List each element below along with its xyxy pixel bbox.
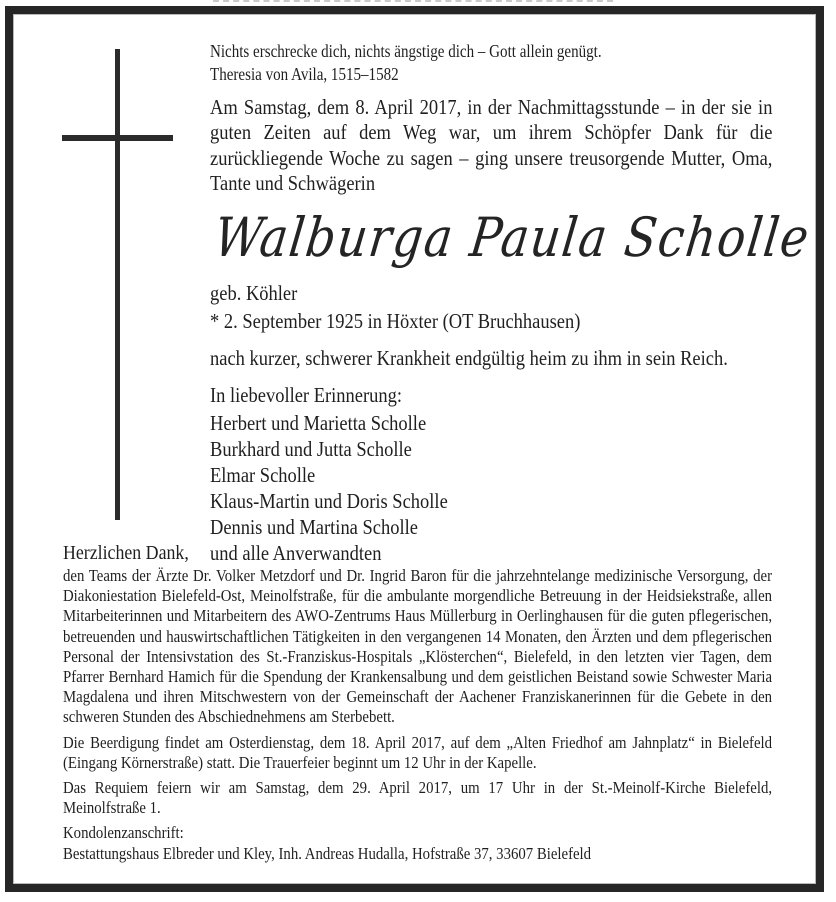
mourner-name: Herbert und Marietta Scholle (210, 410, 427, 435)
condolence-address: Bestattungshaus Elbreder und Kley, Inh. Andreas Hudalla, Hofstraße 37, 33607 Bielefeld (63, 843, 592, 863)
mourner-name: Klaus-Martin und Doris Scholle (210, 488, 448, 513)
epigraph (210, 40, 772, 86)
mourners-intro: In liebevoller Erinnerung: (210, 382, 403, 407)
bottom-section (63, 542, 772, 864)
epigraph-text: Nichts erschrecke dich, nichts ängstige dich – Gott allein genügt. (210, 41, 602, 61)
mourner-name: Elmar Scholle (210, 462, 316, 487)
mourner-name: und alle Anverwandten (210, 540, 382, 565)
obituary-frame (5, 6, 824, 892)
deceased-name: Walburga Paula Scholle (210, 205, 814, 269)
cropped-artifact (213, 0, 613, 2)
death-line: nach kurzer, schwerer Krankheit endgültig heim zu ihm in sein Reich. (210, 345, 728, 370)
birth-line: * 2. September 1925 in Höxter (OT Bruchhausen) (210, 308, 581, 333)
requiem-text: Das Requiem feiern wir am Samstag, dem 29. April 2017, um 17 Uhr in der St.-Meinolf-Kirche Bielefeld, Meinolfstraße 1. (63, 778, 773, 818)
mourner-name: Dennis und Martina Scholle (210, 514, 418, 539)
cross-icon-bar (62, 135, 173, 141)
main-column (210, 40, 814, 566)
announcement-text: Am Samstag, dem 8. April 2017, in der Nachmittagsstunde – in der sie in guten Zeiten auf dem Weg war, um ihrem Schöpfer Dank für die zurückliegende Woche zu sagen – ging unsere treusorgende Mutter, Oma, Tante und Schwägerin (210, 95, 773, 196)
epigraph-attribution: Theresia von Avila, 1515–1582 (210, 64, 399, 84)
funeral-text: Die Beerdigung findet am Osterdienstag, dem 18. April 2017, auf dem „Alten Friedhof am Jahnplatz“ in Bielefeld (Eingang Körnerstraße) statt. Die Trauerfeier beginnt um 12 Uhr in der Kapelle. (63, 732, 773, 772)
cross-icon (115, 49, 120, 520)
maiden-name: geb. Köhler (210, 280, 298, 305)
thanks-text: den Teams der Ärzte Dr. Volker Metzdorf und Dr. Ingrid Baron für die jahrzehntelange medizinische Versorgung, der Diakoniestation Bielefeld-Ost, Meinolfstraße, für die ambulante morgendliche Betreuung in der Heidsiekstraße, allen Mitarbeiterinnen und Mitarbeitern des AWO-Zentrums Haus Müllerburg in Oerlinghausen für die guten pflegerischen, betreuenden und hauswirtschaftlichen Tätigkeiten in den vergangenen 14 Monaten, den Ärzten und dem pflegerischen Personal der Intensivstation des St.-Franziskus-Hospitals „Klösterchen“, Bielefeld, in den letzten vier Tagen, dem Pfarrer Bernhard Hamich für die Spendung der Krankensalbung und dem geistlichen Beistand sowie Schwester Maria Magdalena und ihren Mitschwestern von der Gemeinschaft der Aachener Franziskanerinnen für die Gebete in den schweren Stunden des Abschiednehmens am Sterbebett. (63, 566, 773, 727)
condolence-label: Kondolenzanschrift: (63, 823, 184, 843)
mourner-name: Burkhard und Jutta Scholle (210, 436, 412, 461)
thanks-heading: Herzlichen Dank, (63, 542, 189, 564)
